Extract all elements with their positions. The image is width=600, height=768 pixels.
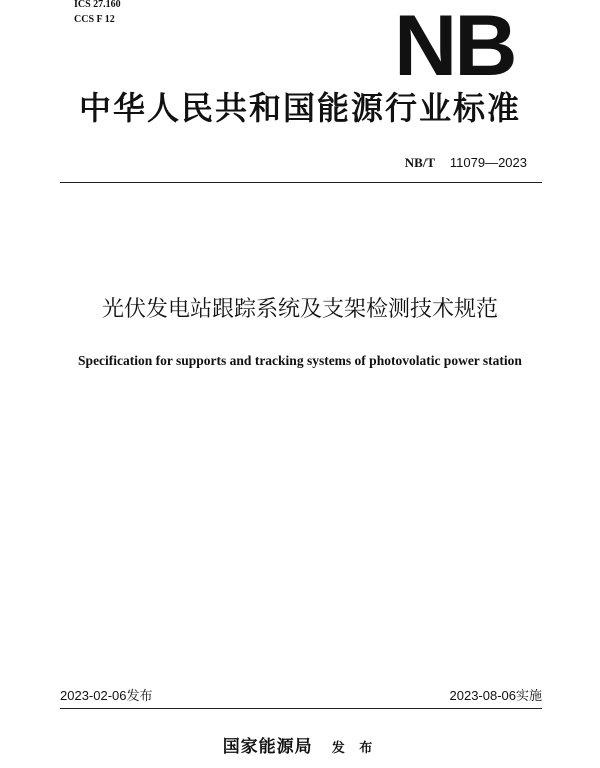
chinese-title: 光伏发电站跟踪系统及支架检测技术规范 [101,297,498,322]
standard-number [405,155,527,172]
publisher-organization: 国家能源局 [222,737,313,757]
standard-number-prefix: NB/T [404,155,436,170]
implementation-date: 2023-08-06实施 [449,688,542,703]
standard-category-title: 中华人民共和国能源行业标准 [78,89,521,127]
top-divider [60,182,542,183]
classification-codes [74,0,121,27]
bottom-divider [60,708,542,709]
publisher-action: 发 布 [331,741,378,756]
publisher-line [0,736,600,760]
english-title: Specification for supports and tracking systems of photovolatic power station [78,353,522,368]
ics-code: ICS 27.160 [74,0,121,10]
nb-logo: NB [394,0,515,94]
ccs-code: CCS F 12 [74,14,115,25]
issue-date: 2023-02-06发布 [60,688,153,703]
standard-number-value: 11079—2023 [449,155,527,170]
